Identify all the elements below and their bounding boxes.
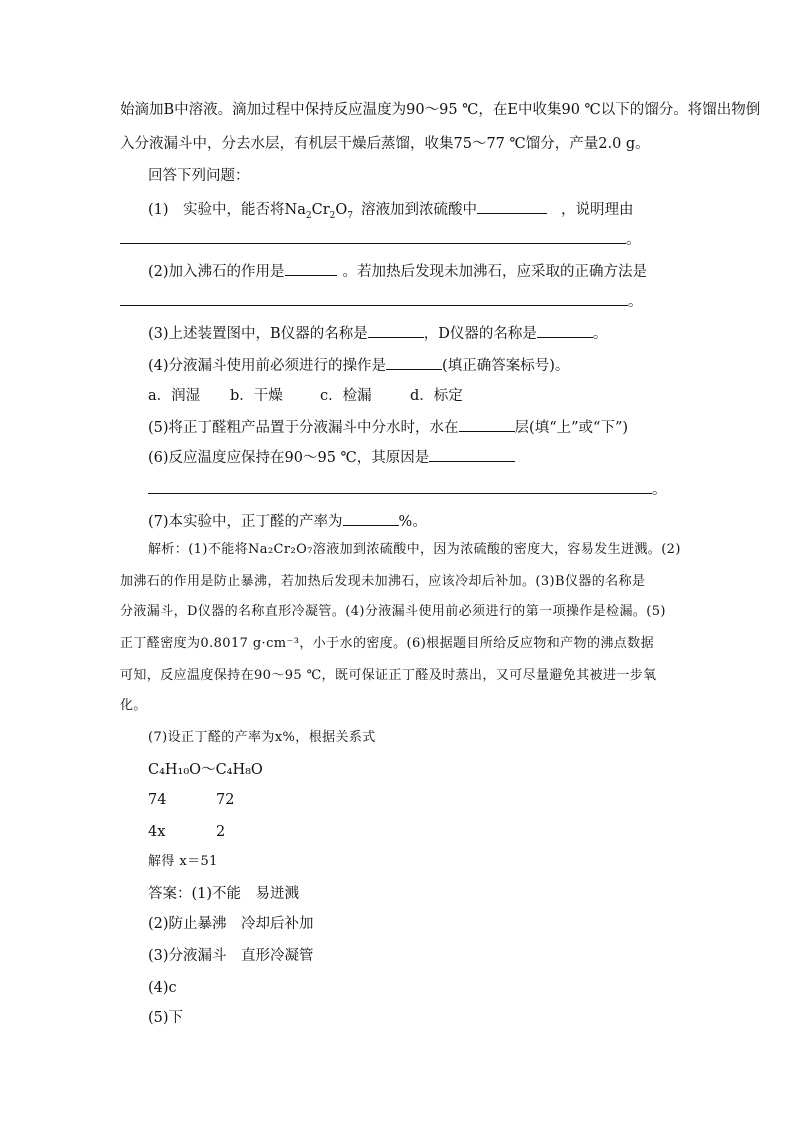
option-c: c．检漏 — [320, 388, 372, 404]
answer-line: (2)防止暴沸 冷却后补加 — [148, 916, 314, 932]
answer-blank[interactable] — [477, 198, 547, 214]
option-d: d．标定 — [410, 388, 463, 404]
question-1-reason-line: 。 — [120, 228, 641, 250]
analysis-line: 加沸石的作用是防止暴沸，若加热后发现未加沸石，应该冷却后补加。(3)B仪器的名称是 — [120, 574, 646, 589]
relation-mass-1: 74 — [148, 792, 167, 808]
question-6-reason-line: 。 — [148, 478, 667, 500]
answer-blank[interactable] — [120, 290, 628, 306]
question-4: (4)分液漏斗使用前必须进行的操作是 (填正确答案标号)。 — [148, 354, 569, 376]
question-6: (6)反应温度应保持在90～95 ℃，其原因是 — [148, 446, 515, 468]
option-b: b．干燥 — [230, 388, 283, 404]
analysis-line: 化。 — [120, 698, 147, 713]
answer-line: (3)分液漏斗 直形冷凝管 — [148, 948, 314, 964]
question-5: (5)将正丁醛粗产品置于分液漏斗中分水时，水在 层(填“上”或“下”) — [148, 416, 628, 438]
answer-blank[interactable] — [148, 478, 652, 494]
answer-blank[interactable] — [459, 416, 515, 432]
answer-line: (5)下 — [148, 1010, 184, 1026]
answer-blank[interactable] — [368, 322, 424, 338]
question-7: (7)本实验中，正丁醛的产率为 %。 — [148, 510, 427, 532]
paragraph-line: 始滴加B中溶液。滴加过程中保持反应温度为90～95 ℃，在E中收集90 ℃以下的馏分。将馏出物倒 — [120, 102, 761, 118]
analysis-line: 分液漏斗，D仪器的名称直形冷凝管。(4)分液漏斗使用前必须进行的第一项操作是检漏。(5) — [120, 604, 666, 619]
analysis-line: 解析：(1)不能将Na₂Cr₂O₇溶液加到浓硫酸中，因为浓硫酸的密度大，容易发生迸溅。(2) — [148, 542, 681, 557]
question-3: (3)上述装置图中，B仪器的名称是 ，D仪器的名称是 。 — [148, 322, 607, 344]
option-a: a．润湿 — [148, 388, 201, 404]
prompt-text: 回答下列问题： — [148, 168, 250, 184]
answer-blank[interactable] — [343, 510, 399, 526]
analysis-line: (7)设正丁醛的产率为x%，根据关系式 — [148, 730, 376, 745]
analysis-line: 可知，反应温度保持在90～95 ℃，既可保证正丁醛及时蒸出，又可尽量避免其被进一步氧 — [120, 668, 657, 683]
answer-line: 答案：(1)不能 易迸溅 — [148, 886, 300, 902]
relation-mass-2: 72 — [216, 792, 235, 808]
relation-value-2: 2 — [216, 824, 226, 840]
answer-blank[interactable] — [120, 228, 626, 244]
question-1: (1) 实验中，能否将$Na_2Cr_2O_7$ 溶液加到浓硫酸中 ，说明理由 — [148, 198, 634, 226]
relation-value-1: 4x — [148, 824, 166, 840]
answer-blank[interactable] — [429, 446, 515, 462]
answer-line: (4)c — [148, 980, 177, 996]
relation-formula: C₄H₁₀O～C₄H₈O — [148, 762, 263, 778]
question-4-options — [148, 386, 463, 406]
answer-blank[interactable] — [285, 260, 337, 276]
question-2-method-line: 。 — [120, 290, 643, 312]
answer-blank[interactable] — [537, 322, 593, 338]
relation-solution: 解得 x＝51 — [148, 854, 218, 869]
question-2: (2)加入沸石的作用是 。若加热后发现未加沸石，应采取的正确方法是 — [148, 260, 647, 282]
paragraph-line: 入分液漏斗中，分去水层，有机层干燥后蒸馏，收集75～77 ℃馏分，产量2.0 g。 — [120, 136, 650, 152]
analysis-line: 正丁醛密度为0.8017 g·cm⁻³，小于水的密度。(6)根据题目所给反应物和产物的沸点数据 — [120, 636, 654, 651]
answer-blank[interactable] — [386, 354, 442, 370]
